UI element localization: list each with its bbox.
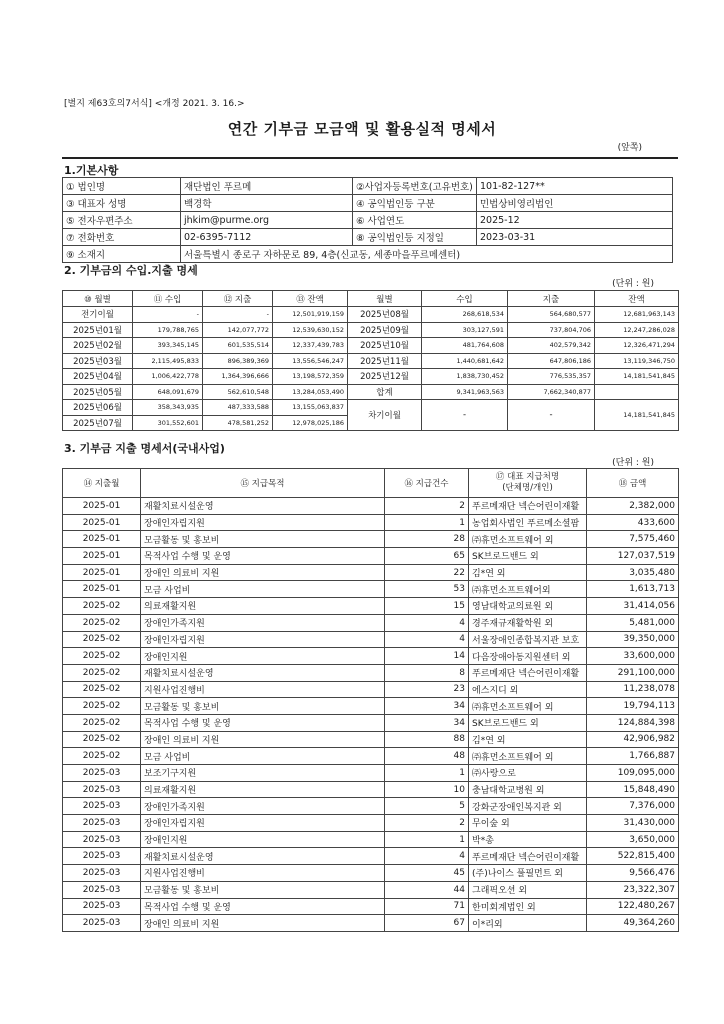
table-row — [63, 664, 679, 681]
column-header: ⑫ 지출 — [203, 291, 273, 307]
field-value: 민법상비영리법인 — [477, 195, 673, 212]
expense-amount: 522,815,400 — [587, 848, 679, 865]
amount-cell: 478,581,252 — [203, 415, 273, 431]
expense-recipient: ㈜사랑으로 — [469, 765, 587, 782]
expense-purpose: 목적사업 수행 및 운영 — [141, 898, 385, 915]
expense-month: 2025-01 — [63, 564, 141, 581]
expense-count: 23 — [385, 681, 469, 698]
expense-recipient: ㈜휴먼소프트웨어외 — [469, 581, 587, 598]
column-header: ⑬ 잔액 — [273, 291, 348, 307]
header-amount: ⑱ 금액 — [587, 469, 679, 498]
month-cell: 2025년01월 — [63, 322, 133, 338]
expense-amount: 42,906,982 — [587, 731, 679, 748]
expense-purpose: 재활치료시설운영 — [141, 664, 385, 681]
amount-cell: 12,337,439,783 — [273, 338, 348, 354]
expenditure-table — [62, 468, 679, 932]
expense-count: 2 — [385, 498, 469, 515]
expense-count: 71 — [385, 898, 469, 915]
expense-amount: 433,600 — [587, 514, 679, 531]
expense-amount: 1,613,713 — [587, 581, 679, 598]
table-row — [63, 831, 679, 848]
expense-month: 2025-02 — [63, 748, 141, 765]
amount-cell: 481,764,608 — [422, 338, 508, 354]
expense-purpose: 목적사업 수행 및 운영 — [141, 548, 385, 565]
amount-cell: 301,552,601 — [133, 415, 203, 431]
field-label: ③ 대표자 성명 — [63, 195, 181, 212]
amount-cell: 12,247,286,028 — [595, 322, 679, 338]
expense-amount: 31,414,056 — [587, 598, 679, 615]
field-label: ②사업자등록번호(고유번호) — [353, 178, 477, 195]
amount-cell: 776,535,357 — [508, 369, 595, 385]
expense-month: 2025-03 — [63, 881, 141, 898]
expense-count: 88 — [385, 731, 469, 748]
expense-count: 4 — [385, 614, 469, 631]
amount-cell: 303,127,591 — [422, 322, 508, 338]
expense-count: 4 — [385, 848, 469, 865]
expense-purpose: 장애인 의료비 지원 — [141, 564, 385, 581]
expense-recipient: SK브로드밴드 외 — [469, 548, 587, 565]
expense-month: 2025-01 — [63, 548, 141, 565]
expense-month: 2025-03 — [63, 781, 141, 798]
carry-label: 차기이월 — [348, 400, 422, 431]
expense-purpose: 지원사업진행비 — [141, 681, 385, 698]
expense-amount: 124,884,398 — [587, 714, 679, 731]
expense-recipient: 영남대학교의료원 외 — [469, 598, 587, 615]
amount-cell: 564,680,577 — [508, 307, 595, 323]
expense-purpose: 장애인 의료비 지원 — [141, 731, 385, 748]
column-header: 잔액 — [595, 291, 679, 307]
amount-cell: 648,091,679 — [133, 384, 203, 400]
carry-amount: - — [422, 400, 508, 431]
header-count: ⑯ 지급건수 — [385, 469, 469, 498]
field-label: ⑧ 공익법인등 지정일 — [353, 229, 477, 246]
table-row — [63, 848, 679, 865]
month-cell: 2025년09월 — [348, 322, 422, 338]
expense-amount: 11,238,078 — [587, 681, 679, 698]
expense-count: 34 — [385, 698, 469, 715]
expense-purpose: 장애인자립지원 — [141, 631, 385, 648]
month-cell: 2025년05월 — [63, 384, 133, 400]
table-row — [63, 353, 679, 369]
amount-cell: 268,618,534 — [422, 307, 508, 323]
amount-cell: 12,326,471,294 — [595, 338, 679, 354]
table-row — [63, 531, 679, 548]
expense-month: 2025-02 — [63, 698, 141, 715]
amount-cell: 601,535,514 — [203, 338, 273, 354]
expense-count: 28 — [385, 531, 469, 548]
expense-count: 1 — [385, 765, 469, 782]
table-row — [63, 581, 679, 598]
table-row — [63, 898, 679, 915]
header-recipient-line2: (단체명/개인) — [502, 483, 553, 493]
expense-recipient: 푸르메재단 넥슨어린이재활 — [469, 498, 587, 515]
month-cell: 2025년08월 — [348, 307, 422, 323]
expense-amount: 31,430,000 — [587, 815, 679, 832]
table-row — [63, 338, 679, 354]
amount-cell: 13,556,546,247 — [273, 353, 348, 369]
month-cell: 전기이월 — [63, 307, 133, 323]
expense-recipient: 서울장애인종합복지관 보호 — [469, 631, 587, 648]
table-row — [63, 614, 679, 631]
expense-purpose: 장애인지원 — [141, 648, 385, 665]
expense-purpose: 장애인가족지원 — [141, 798, 385, 815]
amount-cell: 13,119,346,750 — [595, 353, 679, 369]
income-expense-header — [63, 291, 679, 307]
month-cell: 2025년07월 — [63, 415, 133, 431]
expense-month: 2025-02 — [63, 714, 141, 731]
expense-recipient: 한미회계법인 외 — [469, 898, 587, 915]
expense-count: 53 — [385, 581, 469, 598]
expense-recipient: 농업회사법인 푸르메소셜팜 — [469, 514, 587, 531]
table-row — [63, 681, 679, 698]
amount-cell: 12,978,025,186 — [273, 415, 348, 431]
amount-cell: 1,838,730,452 — [422, 369, 508, 385]
expense-amount: 49,364,260 — [587, 915, 679, 932]
section3-unit: (단위 : 원) — [612, 458, 654, 468]
expense-amount: 2,382,000 — [587, 498, 679, 515]
table-row — [63, 798, 679, 815]
expense-count: 10 — [385, 781, 469, 798]
field-label: ⑨ 소재지 — [63, 246, 181, 263]
amount-cell: 1,364,396,666 — [203, 369, 273, 385]
expense-month: 2025-03 — [63, 798, 141, 815]
expense-recipient: ㈜휴먼소프트웨어 외 — [469, 531, 587, 548]
expense-recipient: 다음장애아동지원센터 외 — [469, 648, 587, 665]
amount-cell: 393,345,145 — [133, 338, 203, 354]
column-header: 수입 — [422, 291, 508, 307]
field-value: 2025-12 — [477, 212, 673, 229]
document-title: 연간 기부금 모금액 및 활용실적 명세서 — [227, 120, 497, 138]
table-row — [63, 781, 679, 798]
expense-recipient: 무이숲 외 — [469, 815, 587, 832]
expense-count: 5 — [385, 798, 469, 815]
field-label: ⑥ 사업연도 — [353, 212, 477, 229]
amount-cell: 12,681,963,143 — [595, 307, 679, 323]
section2-title: 2. 기부금의 수입.지출 명세 — [64, 264, 198, 277]
expense-count: 1 — [385, 831, 469, 848]
amount-cell: 562,610,548 — [203, 384, 273, 400]
basic-info-row — [63, 212, 673, 229]
expense-amount: 5,481,000 — [587, 614, 679, 631]
section3-title: 3. 기부금 지출 명세서(국내사업) — [64, 442, 225, 455]
header-recipient — [469, 469, 587, 498]
month-cell: 2025년06월 — [63, 400, 133, 416]
basic-info-row — [63, 246, 673, 263]
amount-cell: 647,806,186 — [508, 353, 595, 369]
expense-month: 2025-01 — [63, 531, 141, 548]
amount-cell: 737,804,706 — [508, 322, 595, 338]
amount-cell: 12,501,919,159 — [273, 307, 348, 323]
expense-amount: 7,376,000 — [587, 798, 679, 815]
expense-month: 2025-03 — [63, 765, 141, 782]
expense-amount: 109,095,000 — [587, 765, 679, 782]
column-header: 월별 — [348, 291, 422, 307]
table-row — [63, 915, 679, 932]
expense-recipient: 푸르메재단 넥슨어린이재활 — [469, 664, 587, 681]
expense-month: 2025-02 — [63, 614, 141, 631]
expense-recipient: (주)나이스 풀필먼트 외 — [469, 865, 587, 882]
month-cell: 2025년02월 — [63, 338, 133, 354]
table-row — [63, 765, 679, 782]
field-value: 101-82-127** — [477, 178, 673, 195]
column-header: ⑪ 수입 — [133, 291, 203, 307]
basic-info-row — [63, 229, 673, 246]
field-label: ① 법인명 — [63, 178, 181, 195]
expense-purpose: 지원사업진행비 — [141, 865, 385, 882]
amount-cell: 179,788,765 — [133, 322, 203, 338]
basic-info-row — [63, 178, 673, 195]
amount-cell: 358,343,935 — [133, 400, 203, 416]
column-header: 지출 — [508, 291, 595, 307]
expense-amount: 7,575,460 — [587, 531, 679, 548]
month-cell: 2025년10월 — [348, 338, 422, 354]
amount-cell: 2,115,495,833 — [133, 353, 203, 369]
section2-unit: (단위 : 원) — [612, 279, 654, 289]
amount-cell: 13,198,572,359 — [273, 369, 348, 385]
expense-month: 2025-03 — [63, 848, 141, 865]
field-value: 백경학 — [181, 195, 353, 212]
expense-month: 2025-02 — [63, 631, 141, 648]
expense-purpose: 목적사업 수행 및 운영 — [141, 714, 385, 731]
expense-month: 2025-02 — [63, 598, 141, 615]
expense-amount: 3,650,000 — [587, 831, 679, 848]
table-row — [63, 514, 679, 531]
expense-month: 2025-02 — [63, 648, 141, 665]
expense-month: 2025-01 — [63, 581, 141, 598]
expense-amount: 1,766,887 — [587, 748, 679, 765]
amount-cell: - — [203, 307, 273, 323]
header-recipient-line1: ⑰ 대표 지급처명 — [495, 472, 560, 482]
expense-count: 1 — [385, 514, 469, 531]
top-divider — [62, 157, 678, 159]
expense-month: 2025-03 — [63, 915, 141, 932]
expense-purpose: 모금 사업비 — [141, 748, 385, 765]
expense-recipient: 경주재규재활학원 외 — [469, 614, 587, 631]
expense-purpose: 의료재활지원 — [141, 781, 385, 798]
table-row — [63, 631, 679, 648]
amount-cell: 1,006,422,778 — [133, 369, 203, 385]
table-row — [63, 881, 679, 898]
total-amount — [595, 384, 679, 400]
amount-cell: 1,440,681,642 — [422, 353, 508, 369]
table-row — [63, 384, 679, 400]
expense-recipient: SK브로드밴드 외 — [469, 714, 587, 731]
header-month: ⑭ 지출월 — [63, 469, 141, 498]
table-row — [63, 564, 679, 581]
expense-purpose: 모금 사업비 — [141, 581, 385, 598]
amount-cell: - — [133, 307, 203, 323]
form-header-note: [별지 제63호의7서식] <개정 2021. 3. 16.> — [64, 99, 245, 109]
expense-count: 65 — [385, 548, 469, 565]
expense-purpose: 장애인가족지원 — [141, 614, 385, 631]
amount-cell: 14,181,541,845 — [595, 369, 679, 385]
table-row — [63, 400, 679, 416]
expense-recipient: ㈜휴먼소프트웨어 외 — [469, 748, 587, 765]
table-row — [63, 498, 679, 515]
basic-info-row — [63, 195, 673, 212]
expense-amount: 122,480,267 — [587, 898, 679, 915]
expense-purpose: 장애인자립지원 — [141, 514, 385, 531]
expense-count: 14 — [385, 648, 469, 665]
expense-count: 4 — [385, 631, 469, 648]
field-value: jhkim@purme.org — [181, 212, 353, 229]
expense-recipient: 에스지디 외 — [469, 681, 587, 698]
expense-purpose: 보조기구지원 — [141, 765, 385, 782]
carry-amount: 14,181,541,845 — [595, 400, 679, 431]
table-row — [63, 648, 679, 665]
expense-count: 67 — [385, 915, 469, 932]
expense-month: 2025-02 — [63, 681, 141, 698]
expense-month: 2025-02 — [63, 664, 141, 681]
expense-month: 2025-01 — [63, 498, 141, 515]
expenditure-header — [63, 469, 679, 498]
expense-recipient: 그래픽오션 외 — [469, 881, 587, 898]
amount-cell: 12,539,630,152 — [273, 322, 348, 338]
expense-purpose: 재활치료시설운영 — [141, 848, 385, 865]
total-amount: 9,341,963,563 — [422, 384, 508, 400]
carry-amount: - — [508, 400, 595, 431]
expense-recipient: 김*연 외 — [469, 731, 587, 748]
expense-amount: 39,350,000 — [587, 631, 679, 648]
table-row — [63, 548, 679, 565]
field-label: ⑦ 전화번호 — [63, 229, 181, 246]
total-label: 합계 — [348, 384, 422, 400]
month-cell: 2025년11월 — [348, 353, 422, 369]
table-row — [63, 865, 679, 882]
table-row — [63, 748, 679, 765]
expense-recipient: 강화군장애인복지관 외 — [469, 798, 587, 815]
header-purpose: ⑮ 지급목적 — [141, 469, 385, 498]
expense-count: 2 — [385, 815, 469, 832]
expense-purpose: 모금활동 및 홍보비 — [141, 698, 385, 715]
field-value: 서울특별시 종로구 자하문로 89, 4층(신교동, 세종마을푸르메센터) — [181, 246, 673, 263]
expense-recipient: 김*연 외 — [469, 564, 587, 581]
table-row — [63, 714, 679, 731]
expense-purpose: 장애인 의료비 지원 — [141, 915, 385, 932]
table-row — [63, 307, 679, 323]
basic-info-table — [62, 177, 673, 263]
field-value: 2023-03-31 — [477, 229, 673, 246]
expense-recipient: ㈜휴먼소프트웨어 외 — [469, 698, 587, 715]
amount-cell: 402,579,342 — [508, 338, 595, 354]
expense-count: 15 — [385, 598, 469, 615]
expense-purpose: 재활치료시설운영 — [141, 498, 385, 515]
page-side-label: (앞쪽) — [617, 143, 642, 153]
field-label: ④ 공익법인등 구분 — [353, 195, 477, 212]
field-value: 재단법인 푸르메 — [181, 178, 353, 195]
expense-amount: 15,848,490 — [587, 781, 679, 798]
expense-count: 22 — [385, 564, 469, 581]
amount-cell: 142,077,772 — [203, 322, 273, 338]
field-label: ⑤ 전자우편주소 — [63, 212, 181, 229]
expense-amount: 9,566,476 — [587, 865, 679, 882]
income-expense-table — [62, 290, 679, 431]
amount-cell: 487,333,588 — [203, 400, 273, 416]
amount-cell: 13,155,063,837 — [273, 400, 348, 416]
expense-purpose: 장애인자립지원 — [141, 815, 385, 832]
expense-amount: 19,794,113 — [587, 698, 679, 715]
amount-cell: 896,389,369 — [203, 353, 273, 369]
expense-purpose: 의료재활지원 — [141, 598, 385, 615]
month-cell: 2025년12월 — [348, 369, 422, 385]
table-row — [63, 698, 679, 715]
expense-amount: 127,037,519 — [587, 548, 679, 565]
table-row — [63, 731, 679, 748]
expense-recipient: 박*총 — [469, 831, 587, 848]
expense-recipient: 충남대학교병원 외 — [469, 781, 587, 798]
expense-recipient: 푸르메재단 넥슨어린이재활 — [469, 848, 587, 865]
expense-count: 8 — [385, 664, 469, 681]
expense-count: 48 — [385, 748, 469, 765]
expense-month: 2025-01 — [63, 514, 141, 531]
expense-purpose: 장애인지원 — [141, 831, 385, 848]
expense-amount: 3,035,480 — [587, 564, 679, 581]
total-amount: 7,662,340,877 — [508, 384, 595, 400]
expense-purpose: 모금활동 및 홍보비 — [141, 531, 385, 548]
expense-amount: 291,100,000 — [587, 664, 679, 681]
expense-count: 34 — [385, 714, 469, 731]
expense-month: 2025-03 — [63, 865, 141, 882]
expense-amount: 23,322,307 — [587, 881, 679, 898]
expense-month: 2025-03 — [63, 815, 141, 832]
field-value: 02-6395-7112 — [181, 229, 353, 246]
month-cell: 2025년03월 — [63, 353, 133, 369]
table-row — [63, 815, 679, 832]
table-row — [63, 369, 679, 385]
expense-month: 2025-03 — [63, 898, 141, 915]
expense-month: 2025-03 — [63, 831, 141, 848]
expense-count: 44 — [385, 881, 469, 898]
column-header: ⑩ 월별 — [63, 291, 133, 307]
expense-recipient: 이*리외 — [469, 915, 587, 932]
table-row — [63, 598, 679, 615]
amount-cell: 13,284,053,490 — [273, 384, 348, 400]
month-cell: 2025년04월 — [63, 369, 133, 385]
expense-month: 2025-02 — [63, 731, 141, 748]
section1-title: 1.기본사항 — [64, 164, 119, 177]
expense-amount: 33,600,000 — [587, 648, 679, 665]
expense-purpose: 모금활동 및 홍보비 — [141, 881, 385, 898]
table-row — [63, 322, 679, 338]
expense-count: 45 — [385, 865, 469, 882]
